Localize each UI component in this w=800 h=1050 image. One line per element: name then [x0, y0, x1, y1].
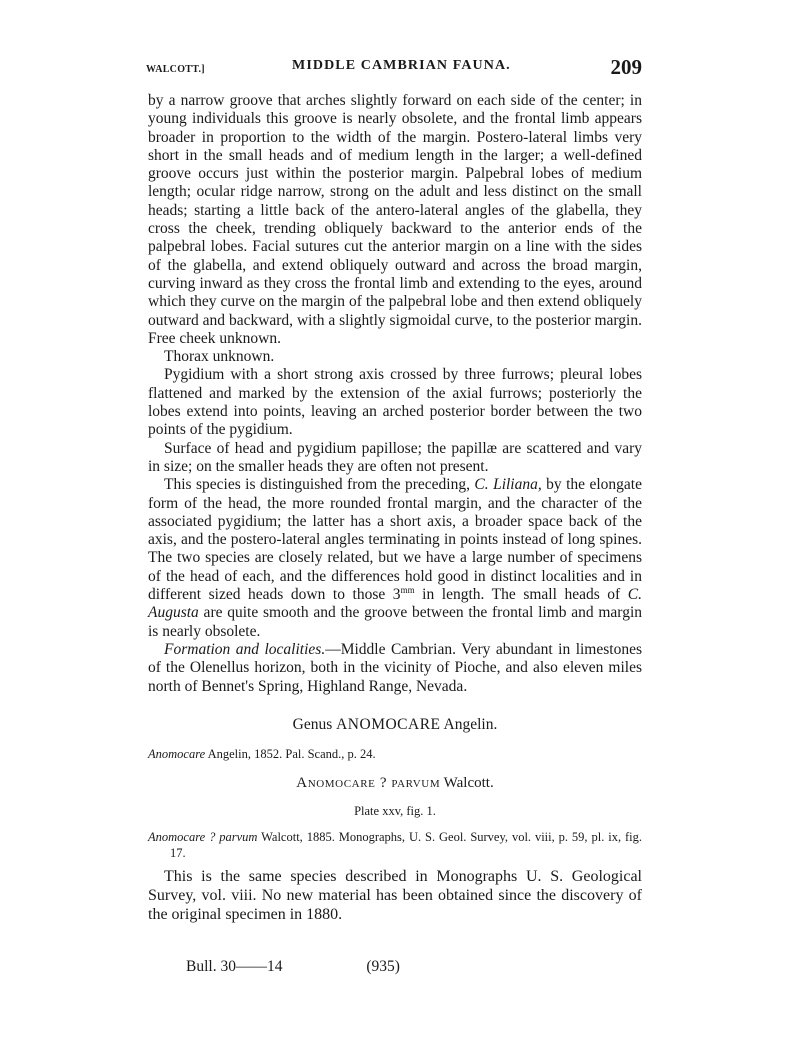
page-number: 209: [610, 55, 642, 79]
plate-reference: Plate xxv, fig. 1.: [354, 804, 436, 819]
text-run: are quite smooth and the groove between the frontal limb and margin is nearly obsolete.: [148, 604, 642, 640]
genus-heading: [148, 716, 642, 734]
genus-author: Angelin.: [440, 715, 498, 733]
header-author: WALCOTT.]: [146, 64, 205, 75]
unit-mm: mm: [400, 584, 415, 595]
species-name-liliana: C. Liliana,: [474, 476, 542, 494]
header-title: MIDDLE CAMBRIAN FAUNA.: [292, 58, 511, 73]
footer-signature: Bull. 30——14: [186, 958, 283, 975]
page-footer: [186, 958, 400, 976]
species-ref-text: Walcott, 1885. Monographs, U. S. Geol. Survey, vol. viii, p. 59, pl. ix, fig. 17.: [170, 829, 642, 860]
genus-ref-name: Anomocare: [148, 747, 206, 762]
text-run: in length. The small heads of: [414, 586, 628, 604]
paragraph-closing: This is the same species described in Monographs U. S. Geological Survey, vol. viii. No new material has been obtained since the discovery of the original specimen in 1880.: [148, 867, 642, 923]
paragraph-pygidium: Pygidium with a short strong axis crossed by three furrows; pleural lobes flattened and marked by the extension of the axial furrows; posteriorly the lobes extend into points, leaving an arched posterior border between the two points of the pygidium.: [148, 366, 642, 439]
paragraph-thorax: Thorax unknown.: [164, 348, 275, 366]
genus-name: ANOMOCARE: [336, 715, 441, 733]
paragraph-cephalon-description: by a narrow groove that arches slightly forward on each side of the center; in young individuals this groove is nearly obsolete, and the frontal limb appears broader in proportion to the width of the margin. Postero-lateral limbs very short in the small heads and of medium length in the larger; a well-defined groove occurs just within the posterior margin. Palpebral lobes of medium length; ocular ridge narrow, strong on the adult and less distinct on the small heads; starting a little back of the antero-lateral angles of the glabella, they cross the cheek, trending obliquely backward to the anterior ends of the palpebral lobes. Facial sutures cut the anterior margin on a line with the sides of the glabella, and extend obliquely outward and across the broad margin, curving inward as they cross the frontal limb and extending to the eyes, around which they curve on the margin of the palpebral lobe and then extend obliquely outward and backward, with a slightly sigmoidal curve, to the posterior margin. Free cheek unknown.: [148, 92, 642, 347]
species-name: Anomocare ? parvum: [296, 775, 441, 792]
species-heading: [148, 774, 642, 792]
formation-text: —Middle Cambrian. Very abundant in limestones of the Olenellus horizon, both in the vicinity of Pioche, and also eleven miles north of Bennet's Spring, Highland Range, Nevada.: [148, 640, 642, 695]
paragraph-formation: [148, 641, 642, 696]
body-text: [148, 92, 642, 924]
text-run: This species is distinguished from the preceding,: [164, 476, 475, 494]
running-header: [146, 55, 642, 82]
species-name-augusta: C. Augusta: [148, 586, 643, 622]
footer-page: (935): [366, 958, 400, 975]
genus-ref-text: Angelin, 1852. Pal. Scand., p. 24.: [205, 747, 376, 762]
formation-label: Formation and localities.: [164, 640, 326, 658]
species-author: Walcott.: [440, 775, 494, 792]
species-ref-name: Anomocare ? parvum: [148, 829, 258, 844]
paragraph-surface: Surface of head and pygidium papillose; the papillæ are scattered and vary in size; on the smaller heads they are often not present.: [148, 439, 642, 475]
paragraph-distinction: [148, 476, 642, 641]
text-run: by the elongate form of the head, the more rounded frontal margin, and the character of the associated pygidium; the latter has a short axis, a broader space back of the axis, and the postero-lateral angles terminating in points instead of long spines. The two species are closely related, but we have a large number of specimens of the head of each, and the differences hold good in distinct localities and in different sized heads down to those 3: [148, 476, 642, 604]
genus-prefix: Genus: [292, 715, 337, 733]
genus-reference: [148, 746, 642, 762]
species-reference: [148, 829, 642, 861]
